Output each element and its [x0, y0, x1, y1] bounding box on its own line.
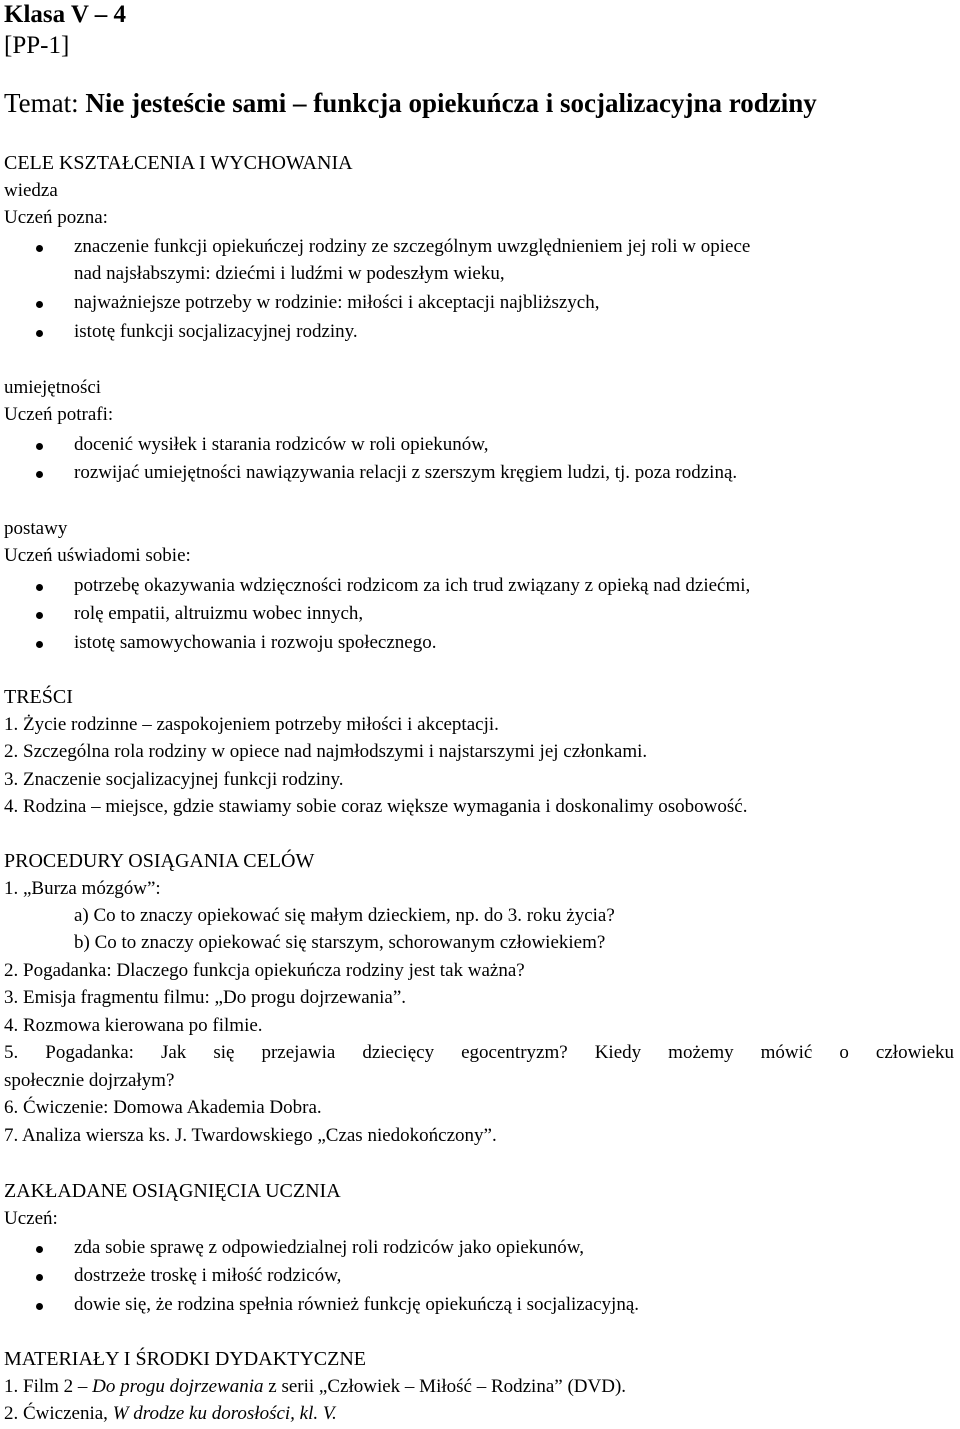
wiedza-intro: Uczeń pozna: — [4, 207, 108, 228]
list-item: 2. Pogadanka: Dlaczego funkcja opiekuńcza rodziny jest tak ważna? — [4, 960, 525, 981]
list-item: 4. Rodzina – miejsce, gdzie stawiamy sobie coraz większe wymagania i doskonalimy osobowość. — [4, 796, 748, 817]
osiagniecia-intro: Uczeń: — [4, 1208, 58, 1229]
list-item-justified: 5. Pogadanka: Jak się przejawia dziecięcy egocentryzm? Kiedy możemy mówić o człowieku — [4, 1042, 954, 1063]
class-label: Klasa V – 4 — [4, 1, 127, 28]
list-item: 3. Znaczenie socjalizacyjnej funkcji rodziny. — [4, 769, 344, 790]
bullet-icon — [36, 301, 43, 308]
bullet-icon — [36, 443, 43, 450]
list-item: 2. Ćwiczenia, W drodze ku dorosłości, kl. V. — [4, 1403, 337, 1424]
postawy-intro: Uczeń uświadomi sobie: — [4, 545, 191, 566]
subsection-label-umiejetnosci: umiejętności — [4, 377, 102, 398]
bullet-icon — [36, 612, 43, 619]
bullet-icon — [36, 1303, 43, 1310]
bullet-icon — [36, 1274, 43, 1281]
page-title — [4, 90, 817, 117]
bullet-icon — [36, 641, 43, 648]
temat-title: Nie jesteście sami – funkcja opiekuńcza i socjalizacyjna rodziny — [85, 88, 817, 118]
list-item: 7. Analiza wiersza ks. J. Twardowskiego „Czas niedokończony”. — [4, 1125, 497, 1146]
list-item: 4. Rozmowa kierowana po filmie. — [4, 1015, 263, 1036]
section-heading-tresci: TREŚCI — [4, 686, 73, 708]
list-item: 1. Film 2 – Do progu dojrzewania z serii „Człowiek – Miłość – Rodzina” (DVD). — [4, 1376, 627, 1397]
list-item: 2. Szczególna rola rodziny w opiece nad najmłodszymi i najstarszymi jej członkami. — [4, 741, 648, 762]
section-heading-osiagniecia: ZAKŁADANE OSIĄGNIĘCIA UCZNIA — [4, 1180, 341, 1202]
bullet-icon — [36, 471, 43, 478]
bullet-icon — [36, 1246, 43, 1253]
section-heading-cele: CELE KSZTAŁCENIA I WYCHOWANIA — [4, 152, 353, 174]
plan-code: [PP-1] — [4, 32, 70, 59]
list-item: 3. Emisja fragmentu filmu: „Do progu dojrzewania”. — [4, 987, 407, 1008]
section-heading-procedury: PROCEDURY OSIĄGANIA CELÓW — [4, 850, 315, 872]
temat-label: Temat: — [4, 88, 79, 118]
list-item-continuation: społecznie dojrzałym? — [4, 1070, 175, 1091]
list-item-continuation: nad najsłabszymi: dziećmi i ludźmi w podeszłym wieku, — [74, 263, 505, 284]
list-subitem: b) Co to znaczy opiekować się starszym, schorowanym człowiekiem? — [74, 932, 606, 953]
section-heading-materialy: MATERIAŁY I ŚRODKI DYDAKTYCZNE — [4, 1348, 367, 1370]
bullet-icon — [36, 584, 43, 591]
list-item: 1. „Burza mózgów”: — [4, 878, 161, 899]
bullet-icon — [36, 245, 43, 252]
bullet-icon — [36, 330, 43, 337]
subsection-label-postawy: postawy — [4, 518, 68, 539]
subsection-label-wiedza: wiedza — [4, 180, 58, 201]
list-item: 1. Życie rodzinne – zaspokojeniem potrzeby miłości i akceptacji. — [4, 714, 499, 735]
umiejetnosci-intro: Uczeń potrafi: — [4, 404, 114, 425]
list-item: 6. Ćwiczenie: Domowa Akademia Dobra. — [4, 1097, 322, 1118]
list-subitem: a) Co to znaczy opiekować się małym dzieckiem, np. do 3. roku życia? — [74, 905, 615, 926]
workbook-title: W drodze ku dorosłości, kl. V. — [112, 1403, 337, 1424]
film-title: Do progu dojrzewania — [92, 1376, 264, 1397]
